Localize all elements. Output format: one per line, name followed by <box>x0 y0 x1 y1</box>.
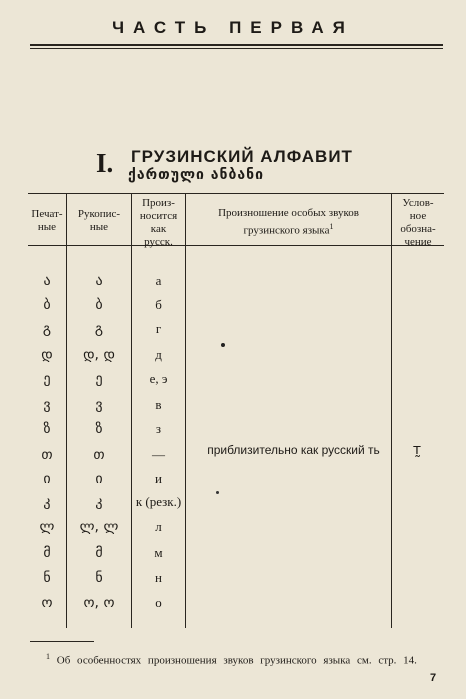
footnote-text: Об особенностях произношения звуков грузинского языка см. стр. 14. <box>56 654 417 667</box>
page-number: 7 <box>430 672 437 684</box>
printed-letter: ო <box>41 595 53 611</box>
table-header-rule <box>28 245 444 246</box>
handwritten-letter: ლ, ლ <box>79 519 119 535</box>
header-handwritten: Рукопис- ные <box>77 208 121 233</box>
russian-equivalent: — <box>152 447 165 462</box>
printed-letter: ვ <box>43 397 51 413</box>
header-printed: Печат- ные <box>31 208 63 233</box>
header-pronounced: Произ- носится как русск. <box>139 197 178 248</box>
russian-equivalent: и <box>155 471 162 486</box>
section-number: I. <box>96 148 114 178</box>
printed-letter: ი <box>43 471 51 487</box>
printed-letter: თ <box>41 447 53 463</box>
header-special-sounds <box>186 207 391 238</box>
handwritten-letter: თ <box>93 447 105 463</box>
footnote <box>46 652 440 667</box>
handwritten-letter: ბ <box>95 297 103 313</box>
handwritten-letter: კ <box>95 494 103 510</box>
handwritten-letter: დ, დ <box>83 347 115 363</box>
handwritten-letter: ო, ო <box>83 595 115 611</box>
ink-dot <box>221 343 225 347</box>
footnote-ref: 1 <box>329 222 334 231</box>
russian-equivalent: а <box>155 273 162 288</box>
ink-dot <box>216 491 219 494</box>
handwritten-letter: ე <box>95 371 103 387</box>
header-rule <box>30 44 443 46</box>
russian-equivalent: к (резк.) <box>135 494 182 509</box>
handwritten-letter: ა <box>95 273 103 289</box>
russian-equivalent: б <box>155 297 162 312</box>
printed-letter: მ <box>43 545 51 561</box>
column-divider <box>391 193 392 628</box>
running-header: ЧАСТЬ ПЕРВАЯ <box>112 18 354 37</box>
russian-equivalent: о <box>155 595 162 610</box>
header-rule-thin <box>30 48 443 49</box>
header-symbol: Услов- ное обозна- чение <box>400 197 436 248</box>
handwritten-letter: ვ <box>95 397 103 413</box>
printed-letter: ნ <box>43 570 51 586</box>
printed-letter: კ <box>43 494 51 510</box>
russian-equivalent: е, э <box>149 371 168 386</box>
russian-equivalent: л <box>155 519 162 534</box>
conventional-symbol: т̰ <box>412 442 422 458</box>
russian-equivalent: д <box>155 347 162 362</box>
printed-letter: ა <box>43 273 51 289</box>
handwritten-letter: ზ <box>95 421 103 437</box>
header-special-sounds-text: Произношение особых звуков грузинского языка <box>218 207 359 237</box>
russian-equivalent: в <box>155 397 162 412</box>
printed-letter: გ <box>42 321 52 337</box>
handwritten-letter: ი <box>95 471 103 487</box>
pronunciation-note: приблизительно как русский ть <box>207 443 380 457</box>
printed-letter: დ <box>41 347 53 363</box>
russian-equivalent: з <box>155 421 162 436</box>
handwritten-letter: მ <box>95 545 103 561</box>
section-title: ГРУЗИНСКИЙ АЛФАВИТ <box>131 147 353 166</box>
section-subtitle-georgian: ქართული ანბანი <box>128 167 264 183</box>
printed-letter: ბ <box>43 297 51 313</box>
printed-letter: ზ <box>43 421 51 437</box>
handwritten-letter: ნ <box>95 570 103 586</box>
handwritten-letter: გ <box>94 321 104 337</box>
column-divider <box>185 193 186 628</box>
russian-equivalent: г <box>155 321 162 336</box>
printed-letter: ე <box>43 371 51 387</box>
footnote-rule <box>30 641 94 642</box>
russian-equivalent: н <box>155 570 162 585</box>
footnote-marker: 1 <box>46 652 50 661</box>
table-top-rule <box>28 193 444 194</box>
russian-equivalent: м <box>154 545 163 560</box>
printed-letter: ლ <box>39 519 55 535</box>
